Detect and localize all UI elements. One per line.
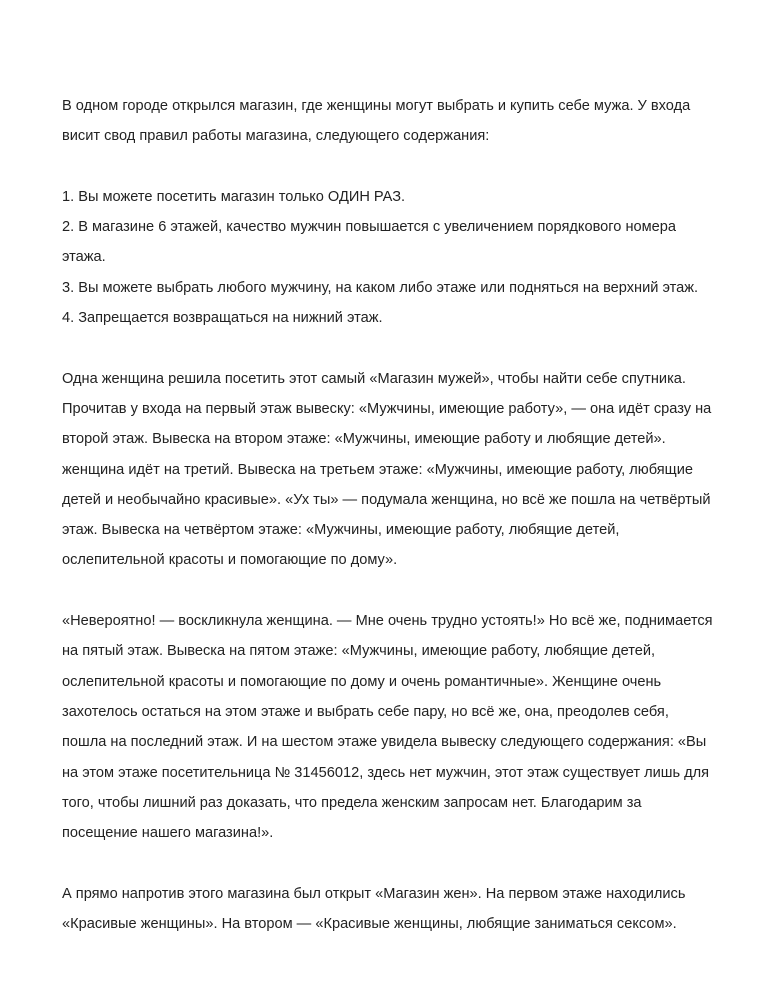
text-line: на этом этаже посетительница № 31456012, здесь нет мужчин, этот этаж существует лишь для xyxy=(62,764,710,781)
rule-item: 3. Вы можете выбрать любого мужчину, на каком либо этаже или подняться на верхний этаж. xyxy=(62,279,699,296)
text-line: «Красивые женщины». На втором — «Красивые женщины, любящие заниматься сексом». xyxy=(62,916,677,933)
text-line: на пятый этаж. Вывеска на пятом этаже: «Мужчины, имеющие работу, любящие детей, xyxy=(62,643,656,660)
text-line: этаж. Вывеска на четвёртом этаже: «Мужчины, имеющие работу, любящие детей, xyxy=(62,522,620,539)
story-paragraph-2 xyxy=(62,606,752,848)
text-line: А прямо напротив этого магазина был открыт «Магазин жен». На первом этаже находились xyxy=(62,885,686,902)
text-line: захотелось остаться на этом этаже и выбрать себе пару, но всё же, она, преодолев себя, xyxy=(62,703,669,720)
text-line: ослепительной красоты и помогающие по дому и очень романтичные». Женщине очень xyxy=(62,673,662,690)
text-line: Прочитав у входа на первый этаж вывеску: «Мужчины, имеющие работу», — она идёт сразу на xyxy=(62,400,712,417)
text-line: детей и необычайно красивые». «Ух ты» — подумала женщина, но всё же пошла на четвёртый xyxy=(62,491,711,508)
text-line: Одна женщина решила посетить этот самый «Магазин мужей», чтобы найти себе спутника. xyxy=(62,370,686,387)
text-line: посещение нашего магазина!». xyxy=(62,825,274,842)
text-line: «Невероятно! — воскликнула женщина. — Мне очень трудно устоять!» Но всё же, поднимается xyxy=(62,613,713,630)
rule-item: 1. Вы можете посетить магазин только ОДИН РАЗ. xyxy=(62,188,406,205)
text-line: висит свод правил работы магазина, следующего содержания: xyxy=(62,128,490,145)
rule-item: 4. Запрещается возвращаться на нижний этаж. xyxy=(62,310,383,327)
text-line: того, чтобы лишний раз доказать, что предела женским запросам нет. Благодарим за xyxy=(62,794,642,811)
story-paragraph-1 xyxy=(62,364,752,576)
rule-item: этажа. xyxy=(62,249,106,266)
text-line: ослепительной красоты и помогающие по дому». xyxy=(62,552,398,569)
rules-list xyxy=(62,182,752,333)
text-line: второй этаж. Вывеска на втором этаже: «Мужчины, имеющие работу и любящие детей». xyxy=(62,431,666,448)
text-line: пошла на последний этаж. И на шестом этаже увидела вывеску следующего содержания: «Вы xyxy=(62,734,707,751)
text-line: В одном городе открылся магазин, где женщины могут выбрать и купить себе мужа. У входа xyxy=(62,98,691,114)
story-paragraph-3 xyxy=(62,879,752,940)
document-body xyxy=(62,91,752,970)
rule-item: 2. В магазине 6 этажей, качество мужчин повышается с увеличением порядкового номера xyxy=(62,219,677,236)
intro-paragraph xyxy=(62,91,752,152)
text-line: женщина идёт на третий. Вывеска на третьем этаже: «Мужчины, имеющие работу, любящие xyxy=(62,461,693,478)
